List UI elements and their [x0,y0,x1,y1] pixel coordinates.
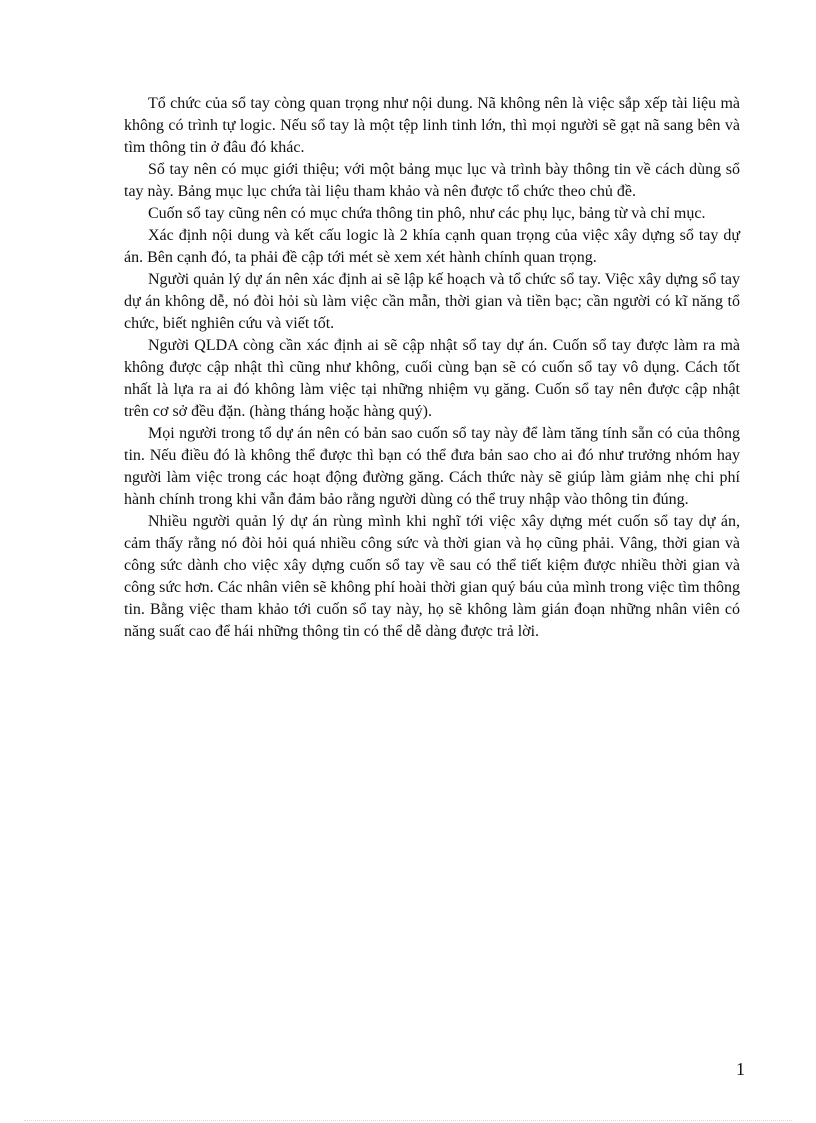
paragraph-7: Mọi người trong tổ dự án nên có bản sao cuốn sổ tay này để làm tăng tính sẵn có của thông tin. Nếu điều đó là không thể được thì bạn có thể đưa bản sao cho ai đó như trưởng nhóm hay người làm việc trong các hoạt động đường găng. Cách thức này sẽ giúp làm giảm nhẹ chi phí hành chính trong khi vẫn đảm bảo rằng người dùng có thể truy nhập vào thông tin đúng. [124,425,740,508]
paragraph-4: Xác định nội dung và kết cấu logic là 2 khía cạnh quan trọng của việc xây dựng sổ tay dự án. Bên cạnh đó, ta phải đề cập tới mét sè xem xét hành chính quan trọng. [124,227,740,266]
paragraph-2: Sổ tay nên có mục giới thiệu; với một bảng mục lục và trình bày thông tin về cách dùng sổ tay này. Bảng mục lục chứa tài liệu tham khảo và nên được tổ chức theo chủ đề. [124,161,740,200]
paragraph-5: Người quản lý dự án nên xác định ai sẽ lập kế hoạch và tổ chức sổ tay. Việc xây dựng sổ tay dự án không dễ, nó đòi hỏi sù làm việc cần mẫn, thời gian và tiền bạc; cần người có kĩ năng tổ chức, biết nghiên cứu và viết tốt. [124,271,740,332]
page-number: 1 [736,1059,745,1079]
paragraph-8: Nhiều người quản lý dự án rùng mình khi nghĩ tới việc xây dựng mét cuốn sổ tay dự án, cảm thấy rằng nó đòi hỏi quá nhiều công sức và thời gian và họ cũng phải. Vâng, thời gian và công sức dành cho việc xây dựng cuốn sổ tay về sau có thể tiết kiệm được nhiều thời gian và công sức hơn. Các nhân viên sẽ không phí hoài thời gian quý báu của mình trong việc tìm thông tin. Bằng việc tham khảo tới cuốn sổ tay này, họ sẽ không làm gián đoạn những nhân viên có năng suất cao để hái những thông tin có thể dễ dàng được trả lời. [124,513,740,640]
paragraph-6: Người QLDA còng cần xác định ai sẽ cập nhật sổ tay dự án. Cuốn sổ tay được làm ra mà không được cập nhật thì cũng như không, cuối cùng bạn sẽ có cuốn sổ tay vô dụng. Cách tốt nhất là lựa ra ai đó không làm việc tại những nhiệm vụ găng. Cuốn sổ tay nên được cập nhật trên cơ sở đều đặn. (hàng tháng hoặc hàng quý). [124,337,740,420]
paragraph-3: Cuốn sổ tay cũng nên có mục chứa thông tin phô, như các phụ lục, bảng từ và chỉ mục. [148,205,706,222]
page-bottom-rule [24,1120,792,1121]
paragraph-1: Tổ chức của sổ tay còng quan trọng như nội dung. Nã không nên là việc sắp xếp tài liệu mà không có trình tự logic. Nếu sổ tay là một tệp linh tinh lớn, thì mọi người sẽ gạt nã sang bên và tìm thông tin ở đâu đó khác. [124,95,740,156]
document-body [124,93,740,643]
